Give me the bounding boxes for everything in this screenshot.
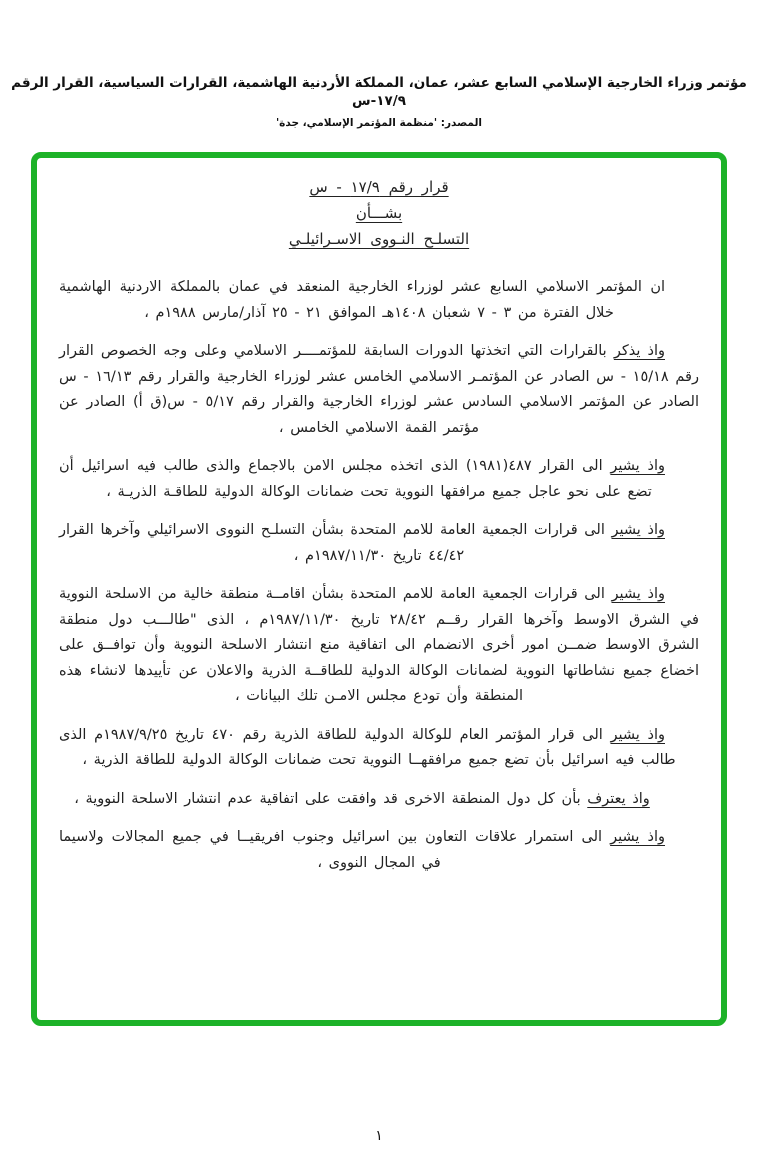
page-header <box>0 74 758 129</box>
paragraph-preamble: ان المؤتمر الاسلامي السابع عشر لوزراء الخارجية المنعقد في عمان بالمملكة الاردنية الهاشمية خلال الفترة من ٣ - ٧ شعبان ١٤٠٨هـ الموافق ٢١ - ٢٥ آذار/مارس ١٩٨٨م ، <box>59 279 665 321</box>
paragraph-nuclear-free-zone: واذ يشير الى قرارات الجمعية العامة للامم المتحدة بشأن اقامــة منطقة خالية من الاسلحة النووية في الشرق الاوسط وآخرها القرار رقــم ٢٨/٤٢ تاريخ ١٩٨٧/١١/٣٠م ، الذى "طالـــب دول منطقة الشرق الاوسط ضمــن امور أخرى الانضمام الى اتفاقية منع انتشار الاسلحة النووية وأن توافــق على اخضاع جميع نشاطاتها النووية لضمانات الوكالة الدولية للطاقــة الذرية والاعلان عن تأييدها لانشاء هذه المنطقة وأن تودع مجلس الامـن تلك البيانات ، <box>59 586 699 704</box>
paragraph-israel-south-africa: واذ يشير الى استمرار علاقات التعاون بين اسرائيل وجنوب افريقيــا في جميع المجالات ولاسيما في المجال النووى ، <box>59 829 666 871</box>
paragraph-npt-recognition: واذ يعترف بأن كل دول المنطقة الاخرى قد وافقت على اتفاقية عدم انتشار الاسلحة النووية ، <box>74 790 650 807</box>
paragraph-security-council-487: واذ يشير الى القرار ٤٨٧(١٩٨١) الذى اتخذه مجلس الامن بالاجماع والذى طالب فيه اسرائيل أن تضع على نحو عاجل جميع مرافقها النووية تحت ضمانات الوكالة الدولية للطاقـة الذريـة ، <box>59 458 665 500</box>
resolution-title <box>59 176 699 251</box>
paragraph-recalling-resolutions: واذ يذكر بالقرارات التي اتخذتها الدورات السابقة للمؤتمــــر الاسلامي وعلى وجه الخصوص القرار رقم ١٥/١٨ - س الصادر عن المؤتمـر الاسلامي الخامس عشر لوزراء الخارجية والقرار رقم ١٦/١٣ - س الصادر عن المؤتمر الاسلامي السادس عشر لوزراء الخارجية والقرار رقم ٥/١٧ - س(ق أ) الصادر عن مؤتمر القمة الاسلامي الخامس ، <box>59 343 699 436</box>
resolution-subject-word: بشـــأن <box>355 204 403 222</box>
paragraph-iaea-resolution-470: واذ يشير الى قرار المؤتمر العام للوكالة الدولية للطاقة الذرية رقم ٤٧٠ تاريخ ١٩٨٧/٩/٢٥م الذى طالب فيه اسرائيل بأن تضع جميع مرافقهــا النووية تحت ضمانات الوكالة الدولية للطاقة الذرية ، <box>59 726 676 768</box>
page-number: ١ <box>375 1128 383 1144</box>
resolution-subject-line: التسلـح النـووى الاسـرائيلـي <box>288 230 470 248</box>
resolution-body <box>59 275 699 876</box>
paragraph-un-general-assembly: واذ يشير الى قرارات الجمعية العامة للامم المتحدة بشأن التسلـح النووى الاسرائيلي وآخرها القرار ٤٤/٤٢ تاريخ ١٩٨٧/١١/٣٠م ، <box>59 522 665 564</box>
document-frame <box>31 152 727 1026</box>
source-line: المصدر: 'منظمة المؤتمر الإسلامي، جدة' <box>275 117 483 129</box>
document-reference-title: مؤتمر وزراء الخارجية الإسلامي السابع عشر، عمان، المملكة الأردنية الهاشمية، القرارات السياسية، القرار الرقم ١٧/٩-س <box>11 75 747 109</box>
resolution-number-line: قرار رقم ١٧/٩ - س <box>309 178 449 196</box>
